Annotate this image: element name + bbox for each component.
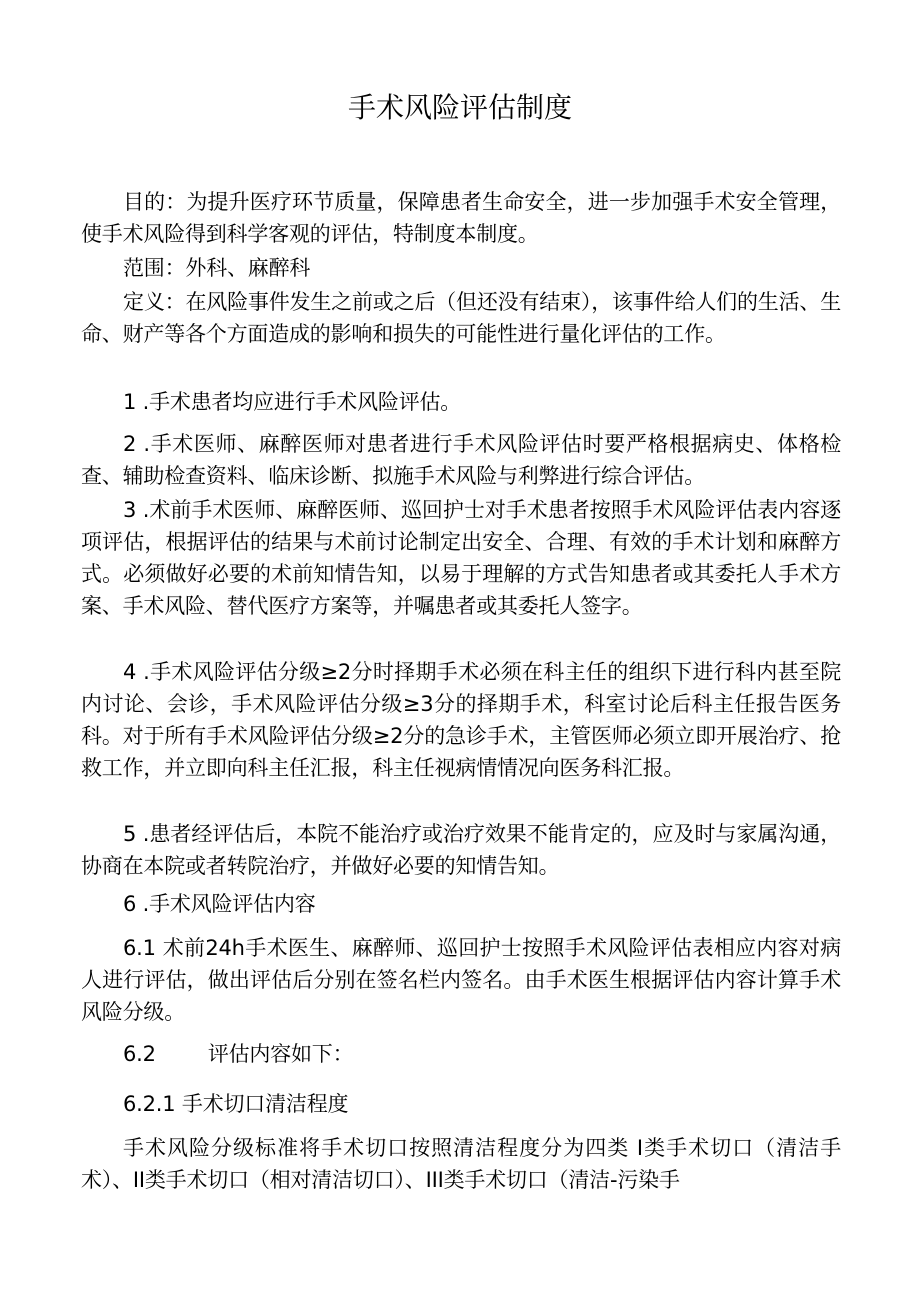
item-5: 5 .患者经评估后，本院不能治疗或治疗效果不能肯定的，应及时与家属沟通，协商在本院或者转院治疗，并做好必要的知情告知。: [81, 822, 841, 878]
subsection-6-2-number: 6.2: [123, 1042, 156, 1066]
document-title: 手术风险评估制度: [347, 91, 572, 124]
item-3: 3 .术前手术医师、麻醉医师、巡回护士对手术患者按照手术风险评估表内容逐项评估，根据评估的结果与术前讨论制定出安全、合理、有效的手术计划和麻醉方式。必须做好必要的术前知情告知，以易于理解的方式告知患者或其委托人手术方案、手术风险、替代医疗方案等，并嘱患者或其委托人签字。: [81, 498, 841, 618]
subsection-6-2: [81, 1038, 841, 1070]
subsection-6-1: 6.1 术前24h手术医生、麻醉师、巡回护士按照手术风险评估表相应内容对病人进行评估，做出评估后分别在签名栏内签名。由手术医生根据评估内容计算手术风险分级。: [81, 936, 841, 1024]
subsection-6-2-text: 评估内容如下：: [207, 1042, 354, 1066]
classification-paragraph: 手术风险分级标准将手术切口按照清洁程度分为四类 I类手术切口（清洁手术）、II类手术切口（相对清洁切口）、III类手术切口（清洁-污染手: [81, 1136, 841, 1192]
purpose-paragraph: 目的：为提升医疗环节质量，保障患者生命安全，进一步加强手术安全管理，使手术风险得到科学客观的评估，特制度本制度。: [81, 190, 841, 246]
subsection-6-2-1: 6.2.1 手术切口清洁程度: [123, 1092, 349, 1116]
definition-paragraph: 定义：在风险事件发生之前或之后（但还没有结束），该事件给人们的生活、生命、财产等各个方面造成的影响和损失的可能性进行量化评估的工作。: [81, 290, 841, 346]
item-6: 6 .手术风险评估内容: [123, 892, 316, 916]
item-2: 2 .手术医师、麻醉医师对患者进行手术风险评估时要严格根据病史、体格检查、辅助检查资料、临床诊断、拟施手术风险与利弊进行综合评估。: [81, 432, 841, 488]
item-4: 4 .手术风险评估分级≥2分时择期手术必须在科主任的组织下进行科内甚至院内讨论、会诊，手术风险评估分级≥3分的择期手术，科室讨论后科主任报告医务科。对于所有手术风险评估分级≥2分的急诊手术，主管医师必须立即开展治疗、抢救工作，并立即向科主任汇报，科主任视病情情况向医务科汇报。: [81, 660, 841, 780]
scope-paragraph: 范围：外科、麻醉科: [123, 256, 311, 280]
item-1: 1 .手术患者均应进行手术风险评估。: [123, 390, 462, 414]
